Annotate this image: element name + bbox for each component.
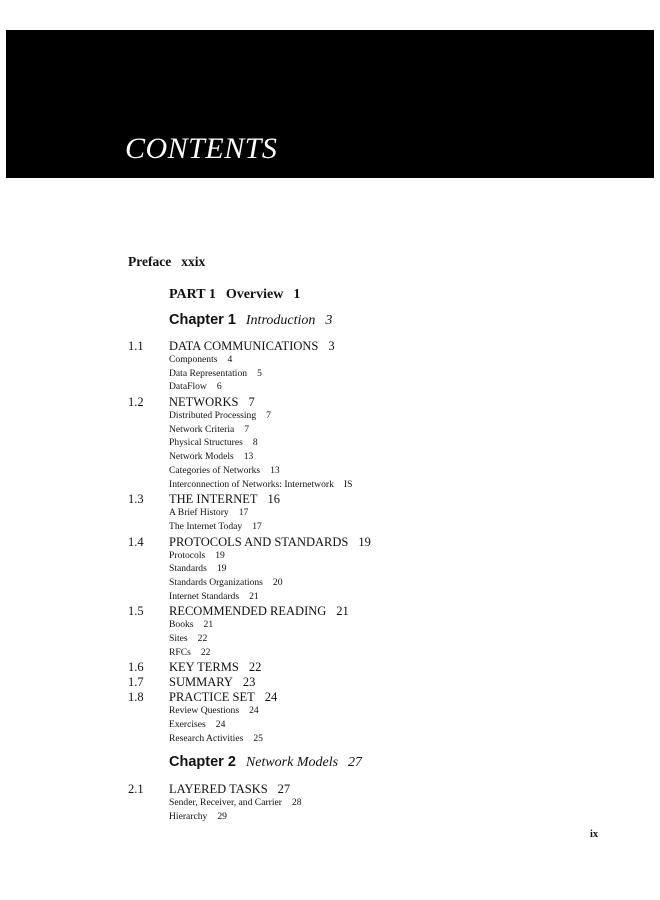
section-title-entry <box>169 782 290 797</box>
chapter-label: Chapter 2 <box>169 754 236 770</box>
part-title: Overview <box>225 287 284 302</box>
section-title-entry <box>169 535 371 550</box>
toc-subsection-row <box>0 410 660 424</box>
subsection-title: Data Representation <box>169 367 248 379</box>
subsection-title: Network Criteria <box>169 423 235 435</box>
toc-subsection-row <box>0 451 660 465</box>
toc-subsection-row <box>0 354 660 368</box>
section-page: 19 <box>358 534 371 549</box>
subsection-title: Protocols <box>169 549 206 561</box>
subsection-title: Books <box>169 619 194 631</box>
section-title-entry <box>169 604 349 619</box>
toc-section-row <box>0 492 660 507</box>
subsection-page: 17 <box>238 507 249 519</box>
toc-subsection-row <box>0 619 660 633</box>
subsection-page: 7 <box>266 410 271 422</box>
subsection-page: 5 <box>257 367 262 379</box>
section-title-entry <box>169 675 255 690</box>
subsection-entry <box>169 619 213 630</box>
section-page: 16 <box>267 492 281 507</box>
subsection-page: 24 <box>215 719 226 731</box>
section-title: LAYERED TASKS <box>169 782 268 796</box>
subsection-entry <box>169 465 280 476</box>
subsection-title: Standards Organizations <box>169 576 263 588</box>
subsection-title: Exercises <box>169 719 206 731</box>
chapter-label: Chapter 1 <box>169 312 236 328</box>
subsection-page: 25 <box>253 732 263 744</box>
subsection-entry <box>169 354 232 365</box>
subsection-entry <box>169 368 262 379</box>
section-number: 1.5 <box>128 604 144 619</box>
subsection-entry <box>169 811 227 822</box>
header-banner <box>6 30 654 178</box>
toc-subsection-row <box>0 591 660 605</box>
subsection-page: 13 <box>243 451 254 463</box>
chapter-title: Introduction <box>245 313 316 328</box>
chapter-1-toc <box>0 339 660 746</box>
section-number: 1.4 <box>128 534 144 549</box>
section-number: 1.8 <box>128 690 144 705</box>
section-title: DATA COMMUNICATIONS <box>169 339 319 353</box>
subsection-page: 20 <box>272 576 283 588</box>
toc-subsection-row <box>0 733 660 747</box>
subsection-entry <box>169 451 253 462</box>
section-page: 21 <box>336 604 349 619</box>
section-number: 1.1 <box>128 339 144 353</box>
part-heading <box>169 287 300 303</box>
section-page: 27 <box>277 782 291 796</box>
chapter-page: 3 <box>325 313 333 328</box>
subsection-entry <box>169 521 262 532</box>
subsection-entry <box>169 410 271 421</box>
subsection-page: 21 <box>203 619 214 631</box>
subsection-entry <box>169 733 263 744</box>
subsection-title: Network Models <box>169 451 234 463</box>
toc-section-row <box>0 395 660 410</box>
toc-subsection-row <box>0 811 660 825</box>
chapter-1-heading <box>169 312 332 329</box>
subsection-title: Sites <box>169 633 188 644</box>
section-title: SUMMARY <box>169 675 233 690</box>
subsection-title: Interconnection of Networks: Internetwork <box>169 478 334 490</box>
section-title: THE INTERNET <box>169 492 258 507</box>
subsection-page: 6 <box>216 381 222 393</box>
subsection-title: Distributed Processing <box>169 410 257 422</box>
subsection-page: 28 <box>291 797 302 808</box>
subsection-entry <box>169 550 225 561</box>
section-title-entry <box>169 492 280 507</box>
preface-label: Preface <box>128 254 172 269</box>
subsection-title: Internet Standards <box>169 590 240 602</box>
subsection-entry <box>169 719 225 730</box>
section-title: RECOMMENDED READING <box>169 604 327 619</box>
subsection-entry <box>169 797 302 808</box>
toc-section-row <box>0 690 660 705</box>
section-page: 22 <box>248 660 262 675</box>
subsection-title: DataFlow <box>169 381 207 393</box>
subsection-page: 7 <box>244 423 250 435</box>
section-number: 1.3 <box>128 492 144 507</box>
toc-section-row <box>0 339 660 354</box>
section-page: 7 <box>248 395 255 410</box>
subsection-entry <box>169 577 282 588</box>
section-title: PRACTICE SET <box>169 690 255 705</box>
subsection-entry <box>169 591 259 602</box>
subsection-entry <box>169 437 258 448</box>
subsection-entry <box>169 507 248 518</box>
section-title-entry <box>169 339 335 354</box>
section-title-entry <box>169 395 255 410</box>
subsection-page: 21 <box>249 590 259 602</box>
section-title-entry <box>169 660 261 675</box>
section-page: 3 <box>328 339 335 353</box>
toc-subsection-row <box>0 577 660 591</box>
subsection-title: Hierarchy <box>169 810 208 822</box>
toc-section-row <box>0 675 660 690</box>
toc-subsection-row <box>0 719 660 733</box>
chapter-2-toc <box>0 782 660 824</box>
subsection-page: 4 <box>227 354 233 365</box>
subsection-page: 24 <box>249 705 259 717</box>
toc-subsection-row <box>0 381 660 395</box>
toc-subsection-row <box>0 424 660 438</box>
subsection-page: 22 <box>200 646 211 658</box>
chapter-page: 27 <box>348 755 363 770</box>
toc-subsection-row <box>0 550 660 564</box>
page-title: CONTENTS <box>125 132 278 165</box>
section-number: 2.1 <box>128 782 144 796</box>
section-number: 1.2 <box>128 395 144 410</box>
preface-page: xxix <box>181 254 206 269</box>
subsection-entry <box>169 381 222 392</box>
toc-subsection-row <box>0 437 660 451</box>
toc-subsection-row <box>0 521 660 535</box>
section-title: PROTOCOLS AND STANDARDS <box>169 534 349 549</box>
subsection-page: 8 <box>252 437 258 449</box>
toc-subsection-row <box>0 507 660 521</box>
subsection-title: Review Questions <box>169 705 240 717</box>
section-title-entry <box>169 690 277 705</box>
toc-subsection-row <box>0 563 660 577</box>
subsection-title: Research Activities <box>169 732 244 744</box>
subsection-entry <box>169 647 210 658</box>
section-page: 23 <box>242 675 256 690</box>
subsection-title: The Internet Today <box>169 520 243 532</box>
toc-section-row <box>0 660 660 675</box>
subsection-title: Sender, Receiver, and Carrier <box>169 797 282 808</box>
section-title: KEY TERMS <box>169 660 239 675</box>
subsection-page: 13 <box>270 464 280 476</box>
subsection-page: 19 <box>215 549 225 561</box>
part-label: PART 1 <box>169 287 216 302</box>
chapter-title: Network Models <box>245 755 339 770</box>
page-number: ix <box>590 829 599 840</box>
subsection-entry <box>169 479 352 490</box>
part-page: 1 <box>293 287 301 302</box>
toc-subsection-row <box>0 465 660 479</box>
toc-section-row <box>0 604 660 619</box>
subsection-title: Components <box>169 354 218 365</box>
subsection-title: Standards <box>169 563 207 575</box>
subsection-page: 22 <box>197 633 208 644</box>
subsection-page: 19 <box>216 563 227 575</box>
subsection-title: RFCs <box>169 646 191 658</box>
subsection-page: IS <box>343 478 353 490</box>
preface-entry <box>128 254 205 270</box>
toc-subsection-row <box>0 633 660 647</box>
subsection-entry <box>169 633 207 644</box>
subsection-page: 29 <box>217 810 227 822</box>
toc-subsection-row <box>0 368 660 382</box>
toc-subsection-row <box>0 479 660 493</box>
toc-section-row <box>0 782 660 797</box>
toc-section-row <box>0 535 660 550</box>
section-number: 1.6 <box>128 660 144 675</box>
toc-subsection-row <box>0 647 660 661</box>
section-number: 1.7 <box>128 675 144 690</box>
subsection-title: Physical Structures <box>169 437 243 449</box>
toc-subsection-row <box>0 705 660 719</box>
section-title: NETWORKS <box>169 395 239 410</box>
subsection-title: A Brief History <box>169 507 229 519</box>
chapter-2-heading <box>169 754 362 771</box>
subsection-entry <box>169 705 259 716</box>
section-page: 24 <box>264 690 278 705</box>
subsection-entry <box>169 424 249 435</box>
subsection-entry <box>169 563 226 574</box>
toc-subsection-row <box>0 797 660 811</box>
subsection-title: Categories of Networks <box>169 464 261 476</box>
subsection-page: 17 <box>252 520 262 532</box>
